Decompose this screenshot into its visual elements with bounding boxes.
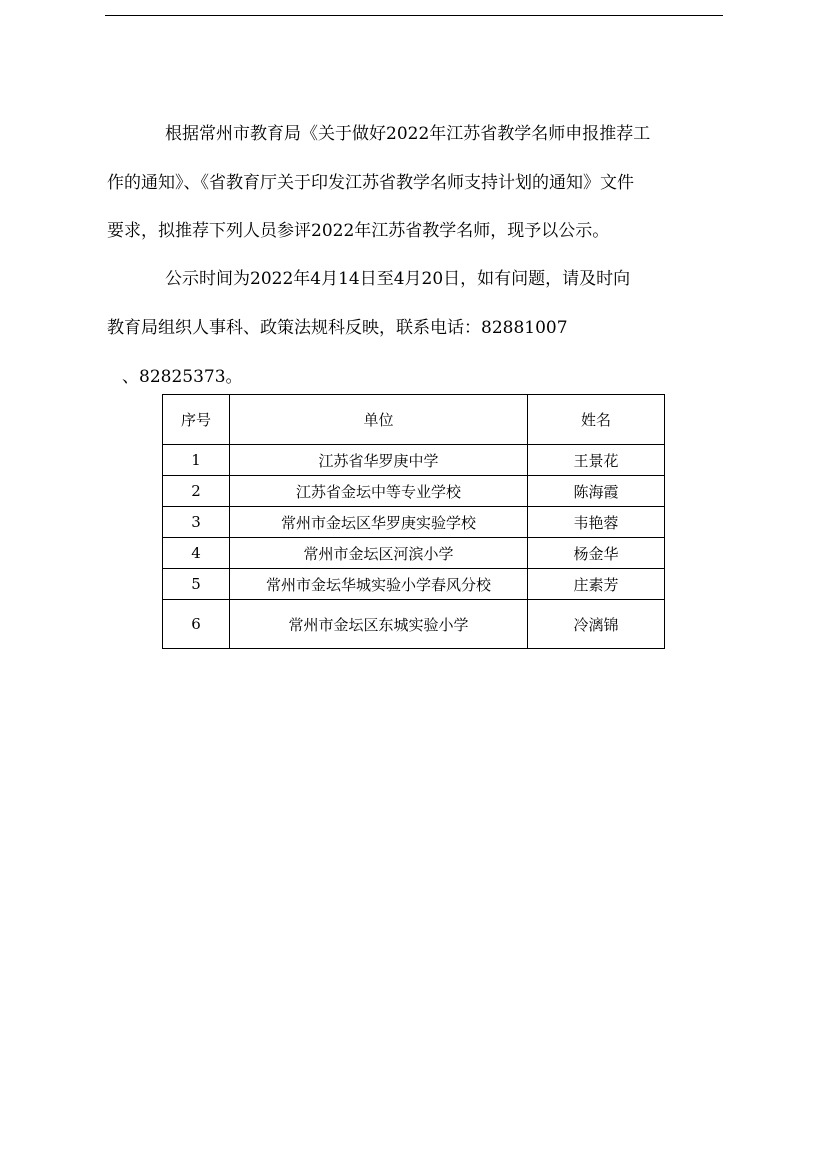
row-index: 5 (163, 569, 230, 600)
row-unit: 常州市金坛区东城实验小学 (230, 600, 528, 649)
row-name: 冷漓锦 (528, 600, 665, 649)
paragraph-line-3: 要求，拟推荐下列人员参评2022年江苏省教学名师，现予以公示。 (107, 221, 610, 241)
row-name: 陈海霞 (528, 476, 665, 507)
row-unit: 江苏省华罗庚中学 (230, 445, 528, 476)
row-name: 杨金华 (528, 538, 665, 569)
row-unit: 常州市金坛区河滨小学 (230, 538, 528, 569)
header-name: 姓名 (528, 395, 665, 445)
table-row (163, 507, 665, 538)
paragraph-line-2: 作的通知》、《省教育厅关于印发江苏省教学名师支持计划的通知》文件 (107, 173, 634, 193)
table-header-row (163, 395, 665, 445)
row-name: 王景花 (528, 445, 665, 476)
row-unit: 常州市金坛华城实验小学春风分校 (230, 569, 528, 600)
paragraph-line-5: 教育局组织人事科、政策法规科反映，联系电话：82881007 (107, 318, 568, 338)
table-row (163, 569, 665, 600)
row-index: 4 (163, 538, 230, 569)
row-name: 庄素芳 (528, 569, 665, 600)
table-row (163, 600, 665, 649)
table-row (163, 476, 665, 507)
table-row (163, 445, 665, 476)
header-rule (105, 15, 723, 16)
header-unit: 单位 (230, 395, 528, 445)
header-index: 序号 (163, 395, 230, 445)
paragraph-line-4: 公示时间为2022年4月14日至4月20日，如有问题，请及时向 (165, 269, 631, 289)
row-index: 1 (163, 445, 230, 476)
row-index: 6 (163, 600, 230, 649)
row-name: 韦艳蓉 (528, 507, 665, 538)
row-index: 3 (163, 507, 230, 538)
row-index: 2 (163, 476, 230, 507)
table-row (163, 538, 665, 569)
row-unit: 常州市金坛区华罗庚实验学校 (230, 507, 528, 538)
paragraph-line-6: 、82825373。 (122, 367, 243, 387)
paragraph-line-1: 根据常州市教育局《关于做好2022年江苏省教学名师申报推荐工 (165, 124, 651, 144)
nominee-table (162, 394, 665, 649)
row-unit: 江苏省金坛中等专业学校 (230, 476, 528, 507)
